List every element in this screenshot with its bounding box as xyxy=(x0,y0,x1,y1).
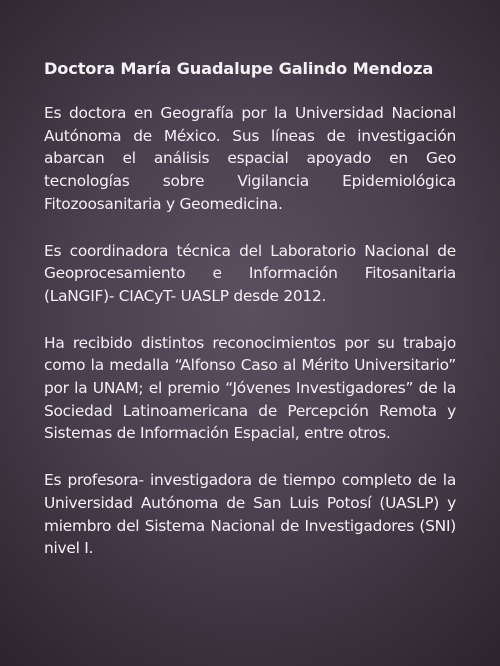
bio-paragraph-coordination: Es coordinadora técnica del Laboratorio Nacional de Geoprocesamiento e Información Fitosanitaria (LaNGIF)- CIACyT- UASLP desde 2012. xyxy=(44,241,456,305)
bio-title: Doctora María Guadalupe Galindo Mendoza xyxy=(44,59,434,78)
bio-paragraph-education: Es doctora en Geografía por la Universidad Nacional Autónoma de México. Sus líneas de investigación abarcan el análisis espacial apoyado en Geo tecnologías sobre Vigilancia Epidemiológica Fitozoosanitaria y Geomedicina. xyxy=(44,104,456,213)
bio-paragraph-position: Es profesora- investigadora de tiempo completo de la Universidad Autónoma de San Luis Potosí (UASLP) y miembro del Sistema Nacional de Investigadores (SNI) nivel I. xyxy=(44,471,456,558)
bio-paragraph-awards: Ha recibido distintos reconocimientos por su trabajo como la medalla “Alfonso Caso al Mérito Universitario” por la UNAM; el premio “Jóvenes Investigadores” de la Sociedad Latinoamericana de Percepción Remota y Sistemas de Información Espacial, entre otros. xyxy=(44,333,456,443)
